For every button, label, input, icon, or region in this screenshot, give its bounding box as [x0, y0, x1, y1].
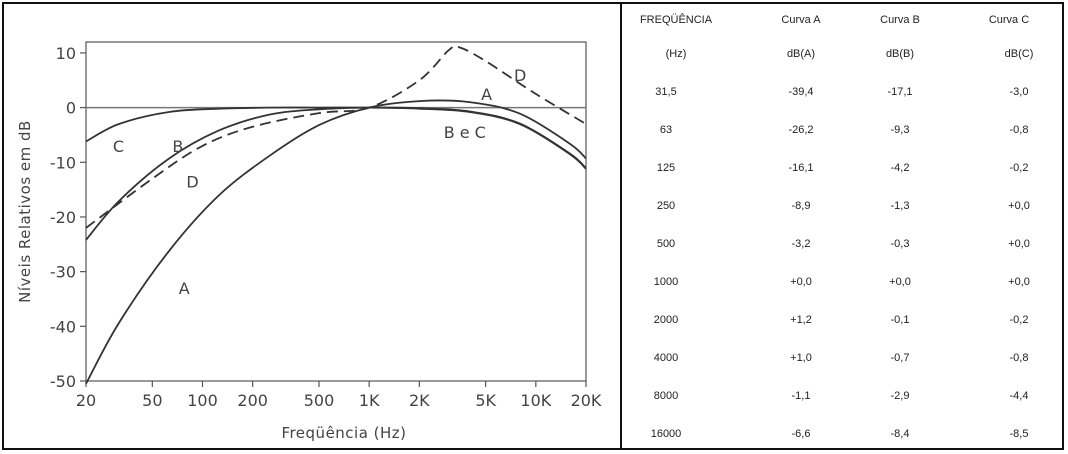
table-header-2: Curva B — [880, 14, 920, 26]
curve-c — [86, 108, 586, 169]
panel-divider — [620, 2, 622, 450]
table-value-cell: -0,2 — [1009, 314, 1029, 326]
table-value-cell: -8,5 — [1009, 428, 1029, 440]
table-value-cell: -0,2 — [1009, 162, 1029, 174]
table-frequency-cell: 8000 — [653, 390, 679, 402]
table-unit-0: (Hz) — [665, 48, 687, 60]
x-tick-label: 100 — [187, 391, 218, 410]
x-tick-label: 5K — [475, 391, 496, 410]
y-tick-label: 10 — [55, 43, 76, 63]
table-value-cell: -39,4 — [788, 86, 814, 98]
y-tick-label: 0 — [65, 98, 76, 118]
table-frequency-cell: 1000 — [653, 276, 679, 288]
curve-b — [86, 108, 586, 240]
table-frequency-cell: 31,5 — [655, 86, 677, 98]
table-value-cell: -6,6 — [791, 428, 811, 440]
table-unit-2: dB(B) — [885, 48, 915, 60]
x-tick-label: 500 — [303, 391, 335, 410]
table-frequency-cell: 500 — [656, 238, 676, 250]
curve-annotation: B — [172, 136, 184, 156]
table-value-cell: +0,0 — [1008, 200, 1030, 212]
table-value-cell: -8,4 — [890, 428, 910, 440]
table-header-1: Curva A — [781, 14, 821, 26]
table-frequency-cell: 16000 — [650, 428, 682, 440]
table-value-cell: +0,0 — [1008, 238, 1030, 250]
table-value-cell: -26,2 — [788, 124, 814, 136]
table-value-cell: -0,8 — [1009, 124, 1029, 136]
table-value-cell: -1,3 — [890, 200, 910, 212]
plot-frame — [86, 42, 586, 381]
table-unit-1: dB(A) — [786, 48, 816, 60]
table-value-cell: -3,2 — [791, 238, 811, 250]
table-value-cell: -4,4 — [1009, 390, 1029, 402]
curve-annotation: B e C — [443, 123, 486, 143]
table-value-cell: -2,9 — [890, 390, 910, 402]
table-value-cell: -16,1 — [788, 162, 814, 174]
y-tick-label: -50 — [49, 372, 76, 391]
table-unit-3: dB(C) — [1004, 48, 1034, 60]
table-value-cell: -0,7 — [890, 352, 910, 364]
y-axis-title: Níveis Relativos em dB — [16, 120, 34, 303]
x-tick-label: 1K — [358, 391, 380, 410]
y-tick-label: -30 — [49, 262, 76, 282]
table-frequency-cell: 125 — [656, 162, 676, 174]
table-header-0: FREQÜÊNCIA — [639, 14, 713, 26]
table-frequency-cell: 63 — [659, 124, 673, 136]
x-tick-label: 10K — [520, 391, 552, 410]
table-value-cell: -17,1 — [887, 86, 913, 98]
x-axis-title: Freqüência (Hz) — [281, 424, 407, 442]
curve-d-dashed — [86, 46, 586, 228]
table-frequency-cell: 4000 — [653, 352, 679, 364]
table-value-cell: -0,1 — [890, 314, 910, 326]
table-frequency-cell: 2000 — [653, 314, 679, 326]
curve-annotation: C — [112, 136, 125, 156]
table-value-cell: +0,0 — [790, 276, 812, 288]
x-tick-label: 50 — [142, 391, 163, 410]
table-value-cell: -9,3 — [890, 124, 910, 136]
table-value-cell: -1,1 — [791, 390, 811, 402]
curve-annotation: A — [481, 84, 493, 104]
curve-annotation: D — [186, 172, 199, 192]
table-value-cell: +0,0 — [1008, 276, 1030, 288]
y-tick-label: -20 — [49, 207, 76, 227]
table-frequency-cell: 250 — [656, 200, 676, 212]
curve-a — [86, 100, 586, 383]
table-value-cell: -0,8 — [1009, 352, 1029, 364]
y-tick-label: -10 — [49, 153, 76, 173]
table-value-cell: +0,0 — [889, 276, 911, 288]
x-tick-label: 2K — [408, 391, 430, 410]
table-value-cell: -8,9 — [791, 200, 811, 212]
x-tick-label: 20 — [75, 391, 97, 410]
table-value-cell: +1,0 — [790, 352, 812, 364]
table-value-cell: -3,0 — [1009, 86, 1029, 98]
curve-annotation: A — [178, 279, 190, 299]
table-header-3: Curva C — [988, 14, 1030, 26]
table-value-cell: +1,2 — [790, 314, 812, 326]
curve-annotation: D — [514, 65, 527, 85]
x-tick-label: 20K — [570, 391, 602, 410]
table-value-cell: -4,2 — [890, 162, 910, 174]
weighting-curves-chart — [4, 4, 618, 448]
x-tick-label: 200 — [237, 391, 268, 410]
y-tick-label: -40 — [49, 317, 76, 337]
weighting-table — [624, 6, 1060, 446]
table-value-cell: -0,3 — [890, 238, 910, 250]
